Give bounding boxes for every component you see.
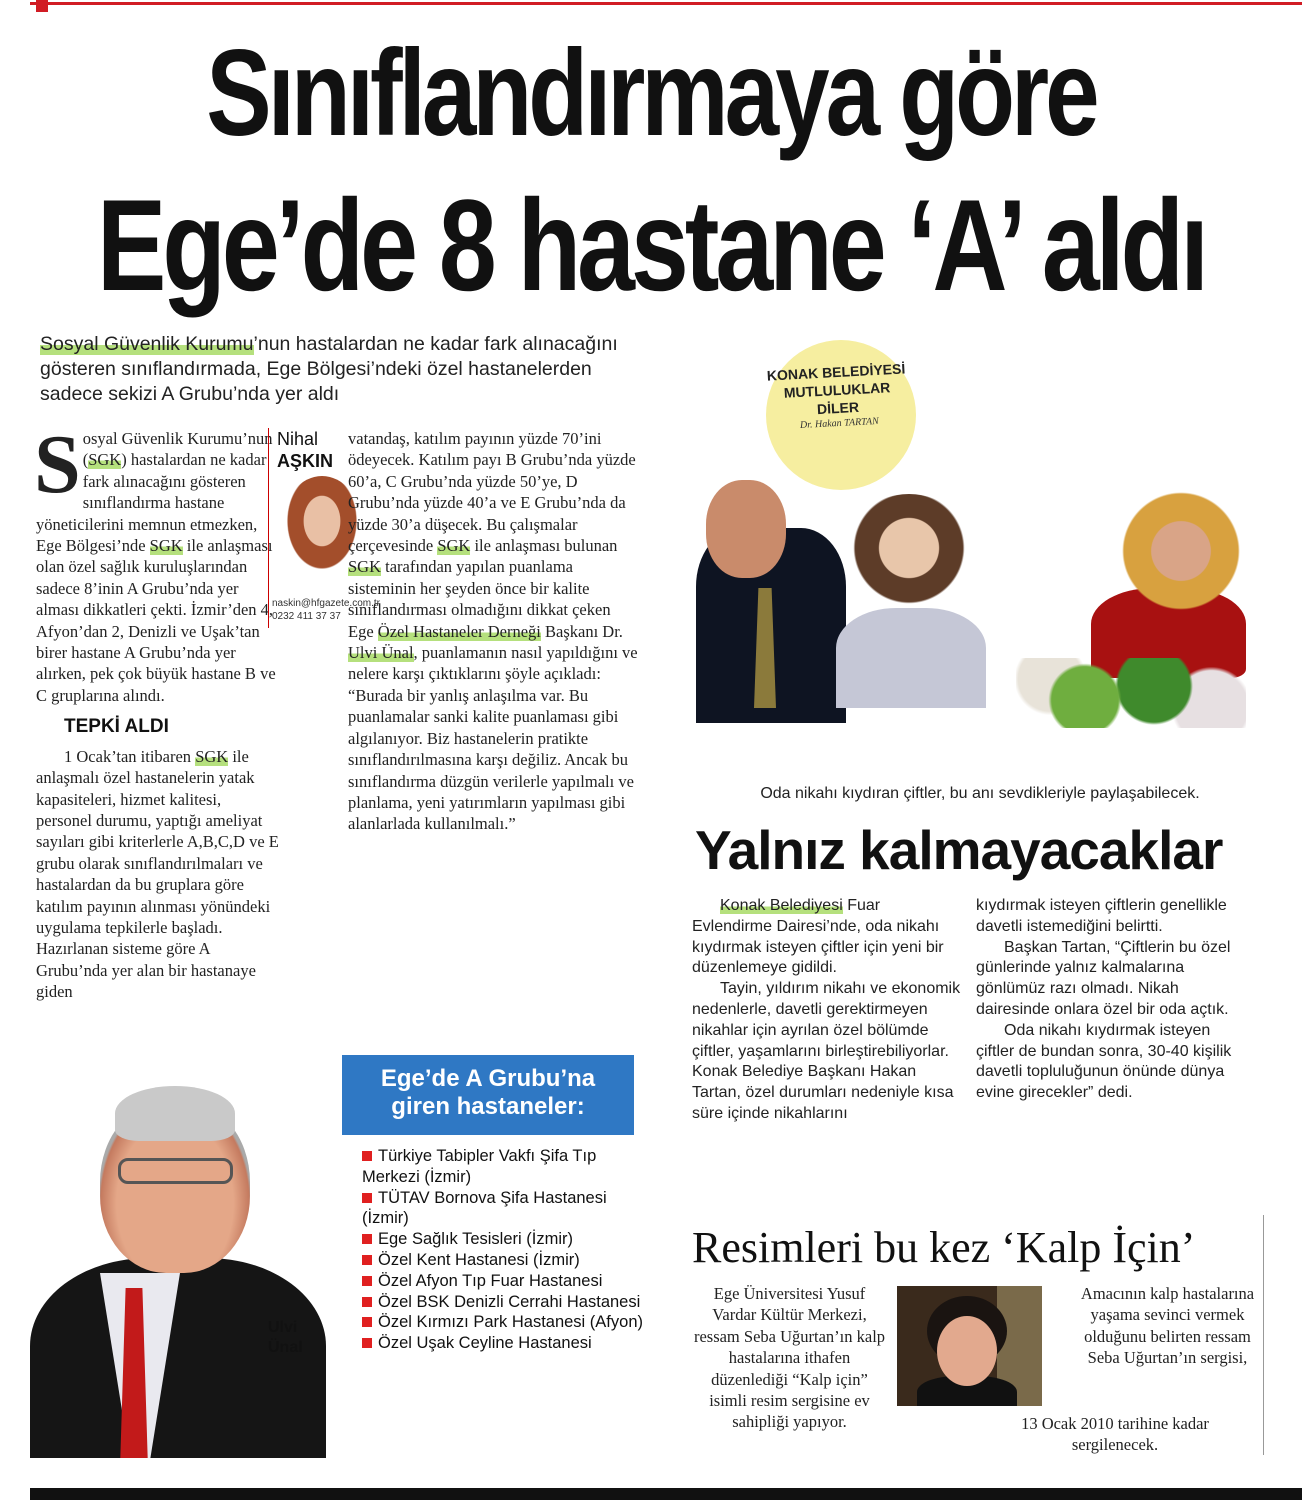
photo-wedding bbox=[696, 458, 1246, 728]
top-rule bbox=[30, 2, 1302, 5]
konak-highlight: Konak Belediyesi bbox=[720, 897, 843, 914]
bullet-icon bbox=[362, 1297, 372, 1307]
list-item-text: Ege Sağlık Tesisleri (İzmir) bbox=[378, 1230, 573, 1249]
person-name: Ulvi Ünal bbox=[348, 643, 414, 663]
photo-bride bbox=[844, 494, 974, 614]
sgk-term: SGK bbox=[195, 746, 229, 766]
article-p1-b: ) hastalardan ne kadar fark alınacağını gösteren sınıflandırma hastane yöneticilerini memnun etmezken, Ege Bölgesi’nde bbox=[36, 450, 267, 556]
c2-d: Başkanı Dr. bbox=[540, 621, 623, 641]
kalp-column-2: Amacının kalp hastalarına yaşama sevinci vermek olduğunu belirten ressam Seba Uğurtan’ın sergisi, bbox=[1080, 1284, 1255, 1368]
author-phone: 0232 411 37 37 bbox=[272, 611, 341, 622]
photo-flowers bbox=[1016, 658, 1246, 728]
list-item bbox=[362, 1188, 652, 1230]
article-column-1 bbox=[34, 418, 281, 1003]
wedding-headline: Yalnız kalmayacaklar bbox=[695, 819, 1223, 881]
list-item-text: Özel Kent Hastanesi (İzmir) bbox=[378, 1250, 580, 1269]
photo-groom-head bbox=[706, 480, 786, 578]
list-item bbox=[362, 1146, 652, 1188]
bullet-icon bbox=[362, 1317, 372, 1327]
caption-first: Ulvi bbox=[268, 1319, 298, 1336]
photo-face bbox=[937, 1316, 997, 1386]
lead-paragraph bbox=[40, 332, 660, 407]
wedding-p3: kıydırmak isteyen çiftlerin genellikle davetli istemediğini belirtti. bbox=[976, 897, 1227, 935]
bullet-icon bbox=[362, 1276, 372, 1286]
wedding-p5: Oda nikahı kıydırmak isteyen çiftler de bundan sonra, 30-40 kişilik davetli topluluğunun önünde dünya evine girecekler” dedi. bbox=[976, 1021, 1232, 1102]
dropcap: S bbox=[34, 418, 81, 511]
caption-last: Ünal bbox=[268, 1339, 303, 1356]
wedding-photo-caption: Oda nikahı kıydıran çiftler, bu anı sevdikleriyle paylaşabilecek. bbox=[760, 785, 1200, 802]
list-item bbox=[362, 1312, 652, 1333]
list-item bbox=[362, 1271, 652, 1292]
bullet-icon bbox=[362, 1151, 372, 1161]
column-divider bbox=[1263, 1215, 1264, 1455]
list-item bbox=[362, 1250, 652, 1271]
kalp-headline: Resimleri bu kez ‘Kalp İçin’ bbox=[692, 1223, 1196, 1272]
c2-c: tarafından yapılan puanlama sisteminin her şeyden önce bir kalite sınıflandırması olmadığını dikkat çeken Ege bbox=[348, 557, 611, 641]
list-item-text: TÜTAV Bornova Şifa Hastanesi (İzmir) bbox=[362, 1188, 607, 1228]
sidebox-title-line-2: giren hastaneler: bbox=[391, 1093, 585, 1120]
list-item-text: Özel BSK Denizli Cerrahi Hastanesi bbox=[378, 1292, 641, 1311]
konak-badge-text bbox=[761, 359, 914, 421]
bullet-icon bbox=[362, 1255, 372, 1265]
sidebox-title-line-1: Ege’de A Grubu’na bbox=[380, 1065, 596, 1092]
article-p2 bbox=[36, 746, 281, 1003]
c2-a: vatandaş, katılım payının yüzde 70’ini ödeyecek. Katılım payı B Grubu’nda yüzde 60’a, C Grubu’nda yüzde 50’ye, D Grubu’nda yüzde 40’a ve E Grubu’nda da yüzde 30’a düşecek. Bu çalışmalar çerçevesinde bbox=[348, 429, 636, 556]
org-name: Özel Hastaneler Derneği bbox=[377, 621, 541, 641]
list-item bbox=[362, 1333, 652, 1354]
headline-line-1: Sınıflandırmaya göre bbox=[206, 23, 1096, 162]
photo-guest bbox=[1116, 486, 1246, 616]
wedding-p1 bbox=[692, 896, 962, 979]
list-item-text: Özel Uşak Ceyline Hastanesi bbox=[378, 1334, 592, 1353]
bottom-rule bbox=[30, 1488, 1302, 1500]
wedding-column-1 bbox=[692, 896, 962, 1125]
wedding-p4: Başkan Tartan, “Çiftlerin bu özel günlerinde yalnız kalmalarına gönlümüz razı olmadı. Nikah dairesinde onlara özel bir oda açtık. bbox=[976, 938, 1231, 1018]
kalp-column-3: 13 Ocak 2010 tarihine kadar sergilenecek. bbox=[1021, 1414, 1209, 1455]
subhead-tepki: TEPKİ ALDI bbox=[64, 716, 169, 738]
kalp-column-1: Ege Üniversitesi Yusuf Vardar Kültür Merkezi, ressam Seba Uğurtan’ın kalp hastalarına ithafen düzenlediği “Kalp için” isimli resim sergisine ev sahipliği yapıyor. bbox=[693, 1284, 886, 1432]
sidebox-title bbox=[342, 1055, 634, 1135]
photo-seba-ugurtan bbox=[897, 1286, 1042, 1406]
photo-ulvi-unal bbox=[30, 1058, 326, 1458]
bullet-icon bbox=[362, 1338, 372, 1348]
lead-highlight-sgk: Sosyal Güvenlik Kurumu bbox=[40, 333, 254, 355]
list-item bbox=[362, 1292, 652, 1313]
photo-suit bbox=[30, 1258, 326, 1458]
sgk-term: SGK bbox=[149, 536, 183, 556]
sgk-term: SGK bbox=[348, 557, 382, 577]
article-column-2 bbox=[348, 428, 638, 835]
photo-bride-dress bbox=[836, 608, 986, 708]
photo-glasses bbox=[118, 1158, 233, 1184]
list-item-text: Özel Kırmızı Park Hastanesi (Afyon) bbox=[378, 1313, 643, 1332]
author-email: naskin@hfgazete.com.tr bbox=[272, 598, 380, 609]
headline-line-2: Ege’de 8 hastane ‘A’ aldı bbox=[96, 173, 1206, 319]
article-p1-c: ile anlaşması olan özel sağlık kuruluşlarından sadece 8’inin A Grubu’nda yer alması dikkatleri çekti. İzmir’den 4, Afyon’dan 2, Denizli ve Uşak’tan birer hastane A Grubu’nda yer alırken, pek çok büyük hastane B ve C gruplarına alındı. bbox=[36, 536, 276, 705]
wedding-p2: Tayin, yıldırım nikahı ve ekonomik nedenlerle, davetli gerektirmeyen nikahlar için ayrılan özel bölümde çiftler, yaşamlarını birleştirebiliyorlar. Konak Belediye Başkanı Hakan Tartan, özel durumları nedeniyle kısa süre içinde nikahlarını bbox=[692, 980, 961, 1122]
badge-signature: Dr. Hakan TARTAN bbox=[799, 415, 880, 432]
wedding-p1-text: Fuar Evlendirme Dairesi’nde, oda nikahı kıydırmak isteyen çiftler için yeni bir düzenlemeye gidildi. bbox=[692, 897, 944, 977]
wedding-column-2 bbox=[976, 896, 1246, 1104]
lead-text: ’nun hastalardan ne kadar fark alınacağını gösteren sınıflandırmada, Ege Bölgesi’ndeki özel hastanelerden sadece sekizi A Grubu’nda yer aldı bbox=[40, 333, 618, 405]
author-last-name-text: AŞKIN bbox=[277, 451, 334, 471]
badge-line-1: KONAK BELEDİYESİ bbox=[766, 360, 906, 384]
photo-caption-ulvi bbox=[268, 1318, 303, 1358]
article-p1-a: osyal Güvenlik Kurumu’nun ( bbox=[82, 429, 273, 470]
photo-hair bbox=[115, 1086, 235, 1141]
article-p2-a: 1 Ocak’tan itibaren bbox=[64, 746, 196, 766]
c2-e: , puanlamanın nasıl yapıldığını ve nelere karşı çıktıklarını şöyle açıkladı: “Burada bir yanlış anlaşılma var. Bu puanlamalar sanki kalite puanlaması gibi algılanıyor. Biz hastanelerin pratikte sınıflandırılmasına karşı değiliz. Ancak bu sınıflandırma düzgün verilerle yapılmalı ve planlama, yeni yatırımların yapılması gibi alanlarlada kullanılmalı.” bbox=[348, 643, 638, 834]
list-item-text: Özel Afyon Tıp Fuar Hastanesi bbox=[378, 1271, 603, 1290]
c2-b: ile anlaşması bulunan bbox=[470, 536, 618, 556]
badge-line-2: MUTLULUKLAR DİLER bbox=[783, 379, 891, 418]
sgk-term: SGK bbox=[437, 536, 471, 556]
bullet-icon bbox=[362, 1193, 372, 1203]
list-item-text: Türkiye Tabipler Vakfı Şifa Tıp Merkezi (İzmir) bbox=[362, 1147, 597, 1186]
list-item bbox=[362, 1229, 652, 1250]
top-section-marker bbox=[36, 0, 48, 12]
bullet-icon bbox=[362, 1234, 372, 1244]
author-first-name: Nihal bbox=[277, 429, 319, 449]
hospital-list bbox=[362, 1146, 652, 1354]
sgk-term: SGK bbox=[88, 450, 122, 470]
article-p2-b: ile anlaşmalı özel hastanelerin yatak kapasiteleri, hizmet kalitesi, personel durumu, yaptığı ameliyat sayıları gibi kriterlerle A,B,C,D ve E grubu olarak sınıflandırılmaları ve hastalardan da bu gruplara göre katılım payının alınması yönündeki uygulama tepkilerle başladı. Hazırlanan sisteme göre A Grubu’nda yer alan bir hastanaye giden bbox=[36, 746, 279, 1002]
